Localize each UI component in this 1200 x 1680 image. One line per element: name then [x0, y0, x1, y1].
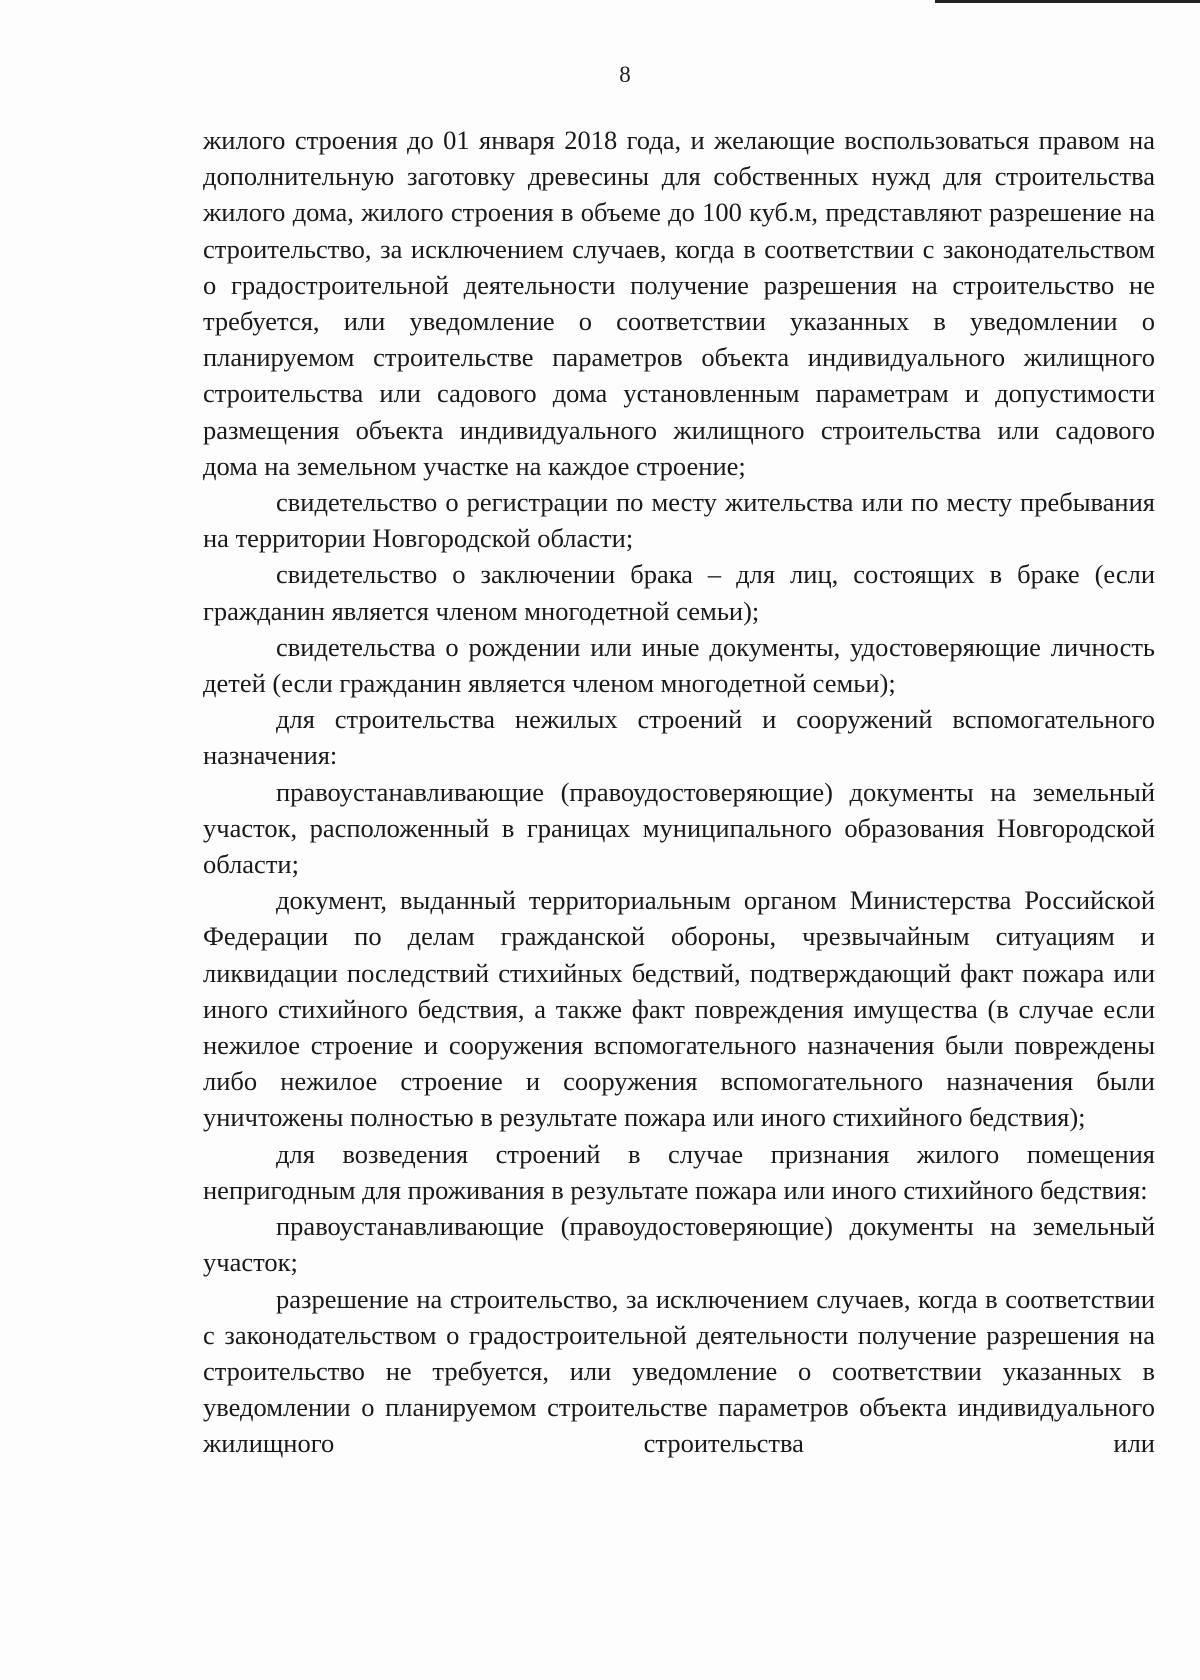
paragraph-building-permit: разрешение на строительство, за исключением случаев, когда в соответствии с законодательством о градостроительной деятельности получение разрешения на строительство не требуется, или уведомление о соответствии указанных в уведомлении о планируемом строительстве параметров объекта индивидуального жилищного строительства или — [203, 1283, 1155, 1459]
paragraph-residence-certificate: свидетельство о регистрации по месту жительства или по месту пребывания на территории Новгородской области; — [203, 487, 1155, 554]
paragraph-birth-certificates: свидетельства о рождении или иные документы, удостоверяющие личность детей (если гражданин является членом многодетной семьи); — [203, 631, 1155, 699]
page-number: 8 — [619, 62, 631, 87]
paragraph-emergency-document: документ, выданный территориальным органом Министерства Российской Федерации по делам гражданской обороны, чрезвычайным ситуациям и ликвидации последствий стихийных бедствий, подтверждающий факт пожара или иного стихийного бедствия, а также факт повреждения имущества (в случае если нежилое строение и сооружения вспомогательного назначения были повреждены либо нежилое строение и сооружения вспомогательного назначения были уничтожены полностью в результате пожара или иного стихийного бедствия); — [203, 885, 1155, 1133]
paragraph-marriage-certificate: свидетельство о заключении брака – для лиц, состоящих в браке (если гражданин является членом многодетной семьи); — [203, 559, 1155, 626]
paragraph-land-title-documents-2: правоустанавливающие (правоудостоверяющие) документы на земельный участок; — [203, 1211, 1155, 1278]
paragraph-continuation: жилого строения до 01 января 2018 года, и желающие воспользоваться правом на дополнительную заготовку древесины для собственных нужд для строительства жилого дома, жилого строения в объеме до 100 куб.м, представляют разрешение на строительство, за исключением случаев, когда в соответствии с законодательством о градостроительной деятельности получение разрешения на строительство не требуется, или уведомление о соответствии указанных в уведомлении о планируемом строительстве параметров объекта индивидуального жилищного строительства или садового дома установленным параметрам и допустимости размещения объекта индивидуального жилищного строительства или садового дома на земельном участке на каждое строение; — [203, 125, 1155, 481]
top-edge-rule — [935, 0, 1200, 3]
document-body — [203, 122, 1155, 1462]
paragraph-nonresidential-heading: для строительства нежилых строений и сооружений вспомогательного назначения: — [203, 704, 1155, 771]
paragraph-land-title-documents: правоустанавливающие (правоудостоверяющие) документы на земельный участок, расположенный в границах муниципального образования Новгородской области; — [203, 776, 1155, 880]
paragraph-unfit-housing-heading: для возведения строений в случае признания жилого помещения непригодным для проживания в результате пожара или иного стихийного бедствия: — [203, 1138, 1155, 1205]
